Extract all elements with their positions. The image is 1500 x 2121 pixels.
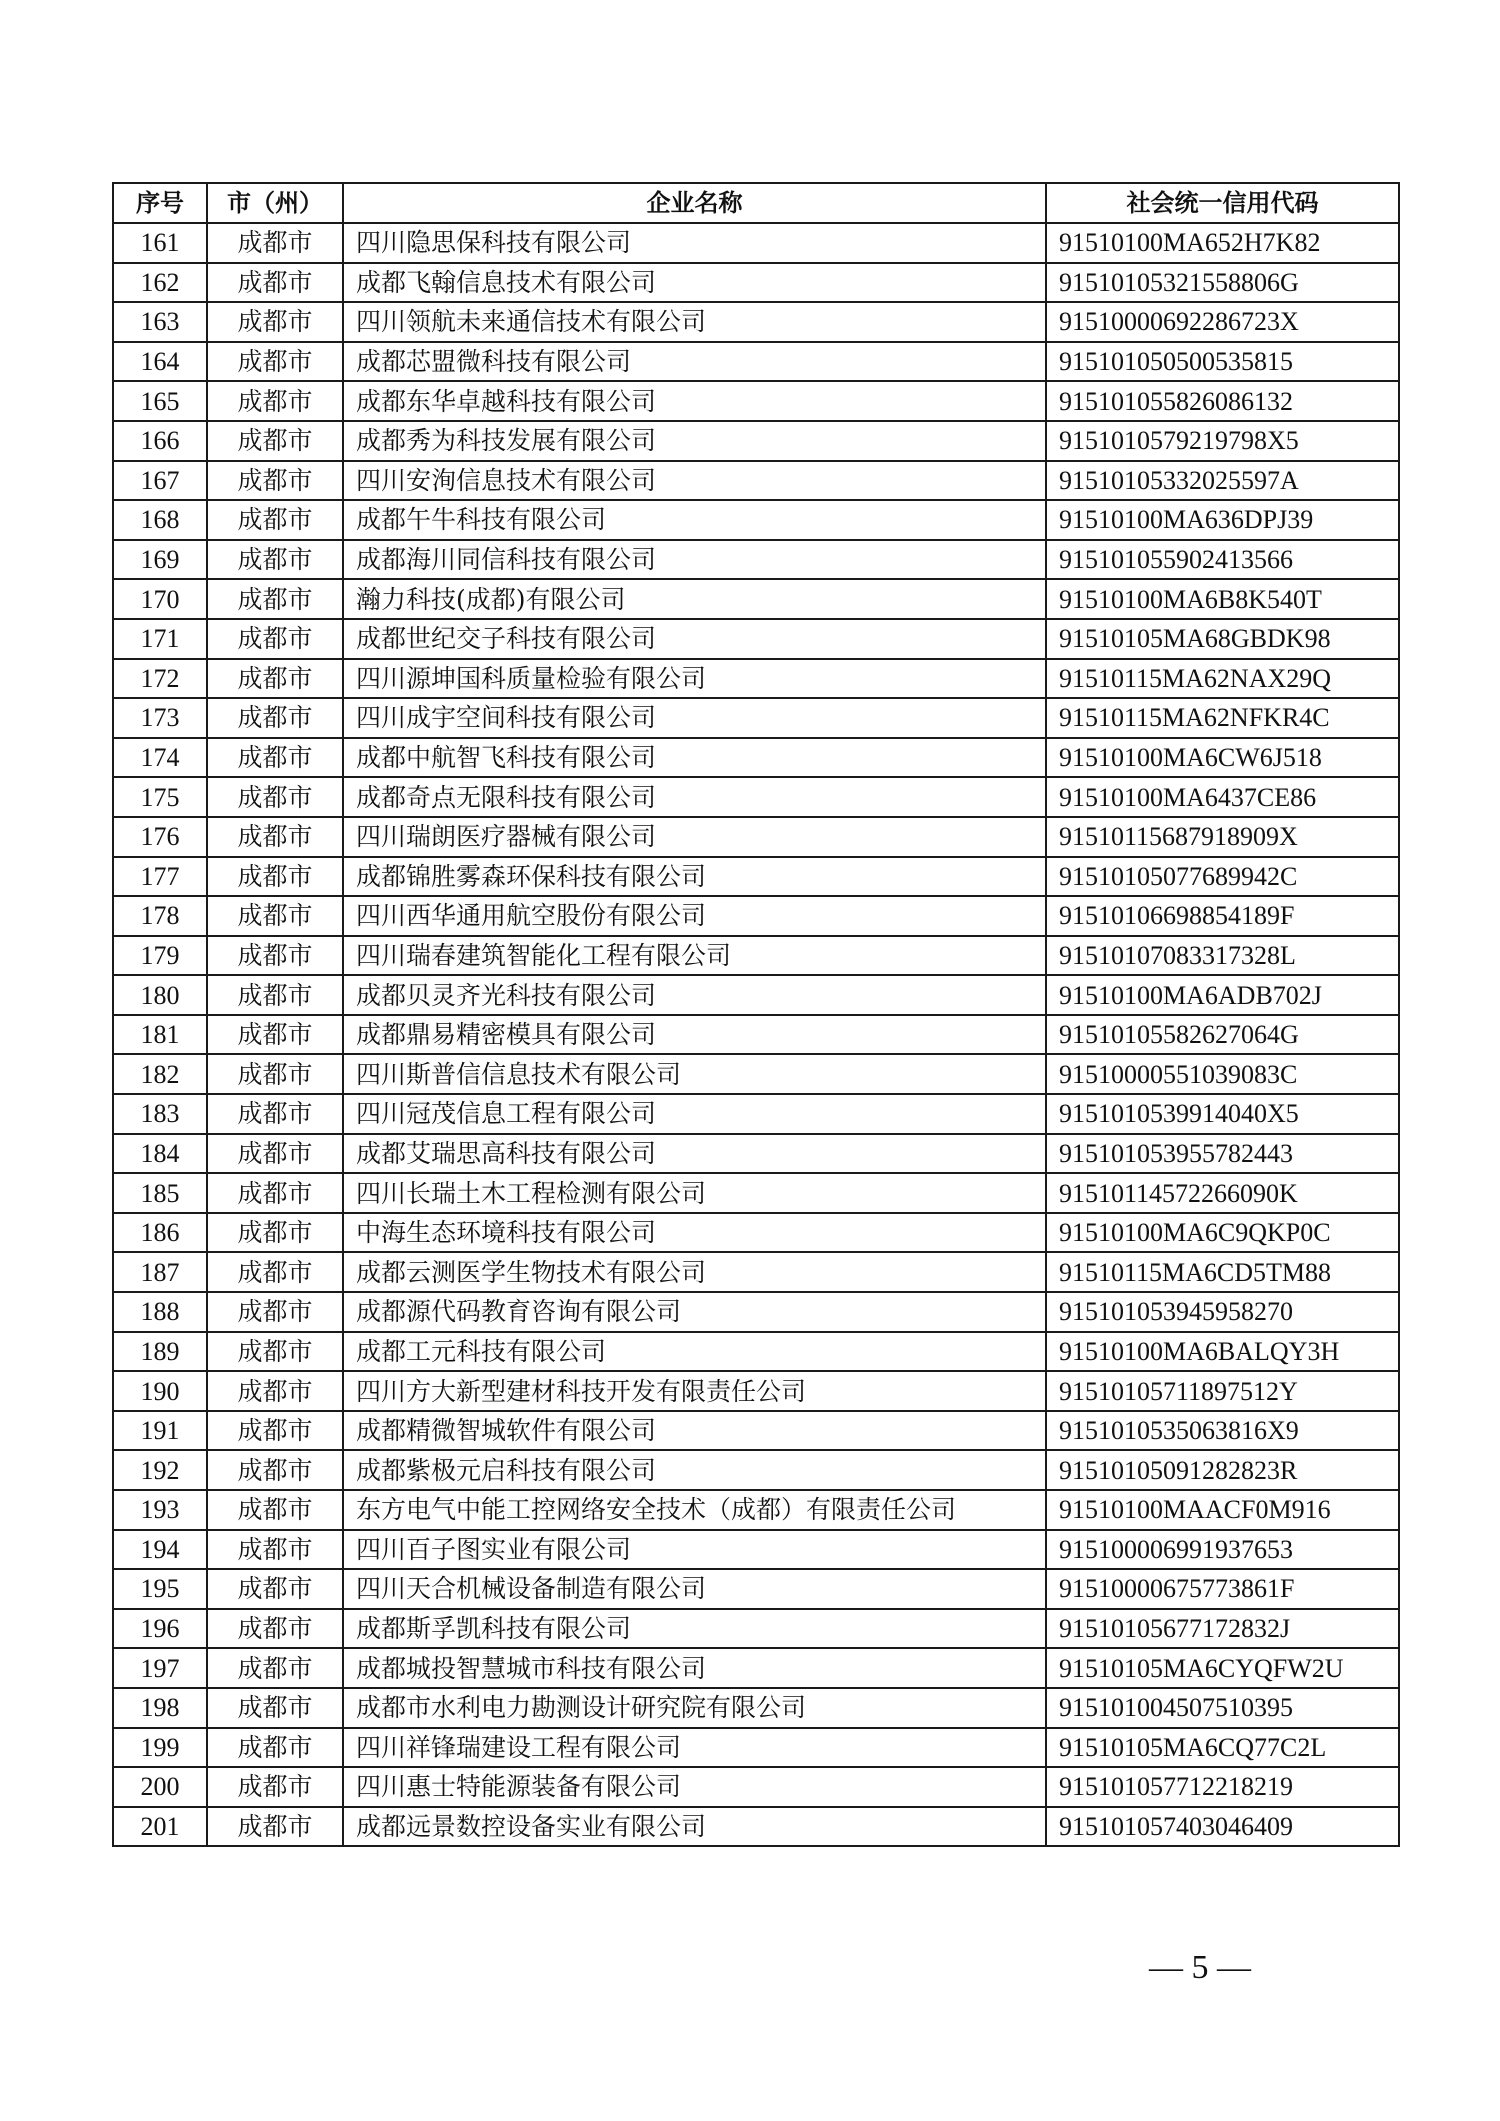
cell-credit-code: 9151010539914040X5 [1046, 1094, 1399, 1134]
cell-city: 成都市 [207, 1411, 343, 1451]
cell-city: 成都市 [207, 698, 343, 738]
cell-serial-number: 164 [113, 342, 207, 382]
cell-credit-code: 91510100MA6BALQY3H [1046, 1332, 1399, 1372]
cell-serial-number: 171 [113, 619, 207, 659]
cell-credit-code: 91510100MA636DPJ39 [1046, 500, 1399, 540]
cell-company-name: 四川西华通用航空股份有限公司 [343, 896, 1046, 936]
table-row [113, 698, 1399, 738]
cell-company-name: 四川长瑞土木工程检测有限公司 [343, 1173, 1046, 1213]
cell-credit-code: 91510100MA6CW6J518 [1046, 738, 1399, 778]
cell-city: 成都市 [207, 1252, 343, 1292]
page-number: — 5 — [1149, 1949, 1251, 1986]
cell-company-name: 成都奇点无限科技有限公司 [343, 777, 1046, 817]
cell-company-name: 四川方大新型建材科技开发有限责任公司 [343, 1371, 1046, 1411]
cell-credit-code: 91510114572266090K [1046, 1173, 1399, 1213]
cell-serial-number: 188 [113, 1292, 207, 1332]
cell-city: 成都市 [207, 579, 343, 619]
cell-credit-code: 915100006991937653 [1046, 1530, 1399, 1570]
cell-credit-code: 915101004507510395 [1046, 1688, 1399, 1728]
cell-company-name: 四川天合机械设备制造有限公司 [343, 1569, 1046, 1609]
cell-company-name: 成都斯孚凯科技有限公司 [343, 1609, 1046, 1649]
cell-serial-number: 199 [113, 1728, 207, 1768]
cell-city: 成都市 [207, 975, 343, 1015]
cell-serial-number: 181 [113, 1015, 207, 1055]
table-row [113, 381, 1399, 421]
cell-credit-code: 91510105711897512Y [1046, 1371, 1399, 1411]
cell-city: 成都市 [207, 263, 343, 303]
cell-serial-number: 182 [113, 1054, 207, 1094]
table-row [113, 1411, 1399, 1451]
cell-company-name: 成都中航智飞科技有限公司 [343, 738, 1046, 778]
cell-city: 成都市 [207, 1094, 343, 1134]
cell-credit-code: 9151011568791890​9X [1046, 817, 1399, 857]
cell-company-name: 成都鼎易精密模具有限公司 [343, 1015, 1046, 1055]
cell-company-name: 中海生态环境科技有限公司 [343, 1213, 1046, 1253]
cell-company-name: 成都午牛科技有限公司 [343, 500, 1046, 540]
cell-credit-code: 91510105091282823R [1046, 1450, 1399, 1490]
table-row [113, 1807, 1399, 1847]
cell-company-name: 成都云测医学生物技术有限公司 [343, 1252, 1046, 1292]
cell-city: 成都市 [207, 1648, 343, 1688]
cell-credit-code: 915101057712218219 [1046, 1767, 1399, 1807]
cell-company-name: 成都艾瑞思高科技有限公司 [343, 1134, 1046, 1174]
cell-serial-number: 162 [113, 263, 207, 303]
cell-serial-number: 176 [113, 817, 207, 857]
table-row [113, 1609, 1399, 1649]
cell-company-name: 东方电气中能工控网络安全技术（成都）有限责任公司 [343, 1490, 1046, 1530]
table-row [113, 936, 1399, 976]
cell-serial-number: 194 [113, 1530, 207, 1570]
table-row [113, 975, 1399, 1015]
cell-credit-code: 91510105MA68GBDK98 [1046, 619, 1399, 659]
cell-company-name: 成都海川同信科技有限公司 [343, 540, 1046, 580]
cell-city: 成都市 [207, 1371, 343, 1411]
cell-city: 成都市 [207, 1767, 343, 1807]
cell-company-name: 成都飞翰信息技术有限公司 [343, 263, 1046, 303]
cell-credit-code: 91510000675773861F [1046, 1569, 1399, 1609]
cell-company-name: 四川祥锋瑞建设工程有限公司 [343, 1728, 1046, 1768]
cell-city: 成都市 [207, 936, 343, 976]
cell-serial-number: 196 [113, 1609, 207, 1649]
cell-company-name: 成都精微智城软件有限公司 [343, 1411, 1046, 1451]
cell-credit-code: 91510115MA62NAX29Q [1046, 659, 1399, 699]
cell-city: 成都市 [207, 738, 343, 778]
table-row [113, 817, 1399, 857]
cell-company-name: 成都世纪交子科技有限公司 [343, 619, 1046, 659]
cell-serial-number: 198 [113, 1688, 207, 1728]
cell-credit-code: 91510105332025597A [1046, 461, 1399, 501]
cell-serial-number: 197 [113, 1648, 207, 1688]
cell-city: 成都市 [207, 1213, 343, 1253]
cell-city: 成都市 [207, 342, 343, 382]
cell-serial-number: 177 [113, 857, 207, 897]
cell-serial-number: 190 [113, 1371, 207, 1411]
cell-city: 成都市 [207, 896, 343, 936]
cell-company-name: 成都紫极元启科技有限公司 [343, 1450, 1046, 1490]
cell-credit-code: 915101057403046409 [1046, 1807, 1399, 1847]
table-row [113, 738, 1399, 778]
table-row [113, 1054, 1399, 1094]
cell-city: 成都市 [207, 1292, 343, 1332]
table-row [113, 1490, 1399, 1530]
table-row [113, 342, 1399, 382]
cell-credit-code: 915101053955782443 [1046, 1134, 1399, 1174]
cell-city: 成都市 [207, 421, 343, 461]
cell-serial-number: 169 [113, 540, 207, 580]
cell-credit-code: 91510100MA6437CE86 [1046, 777, 1399, 817]
table-row [113, 1015, 1399, 1055]
cell-credit-code: 91510100MA6B8K540T [1046, 579, 1399, 619]
header-credit-code: 社会统一信用代码 [1046, 183, 1399, 223]
table-row [113, 619, 1399, 659]
cell-city: 成都市 [207, 777, 343, 817]
cell-city: 成都市 [207, 223, 343, 263]
table-row [113, 1213, 1399, 1253]
cell-city: 成都市 [207, 817, 343, 857]
cell-company-name: 四川领航未来通信技术有限公司 [343, 302, 1046, 342]
table-row [113, 1450, 1399, 1490]
cell-credit-code: 91510100MA652H7K82 [1046, 223, 1399, 263]
cell-city: 成都市 [207, 1490, 343, 1530]
cell-serial-number: 167 [113, 461, 207, 501]
table-row [113, 1173, 1399, 1213]
cell-company-name: 成都工元科技有限公司 [343, 1332, 1046, 1372]
header-serial-number: 序号 [113, 183, 207, 223]
table-row [113, 421, 1399, 461]
cell-company-name: 成都东华卓越科技有限公司 [343, 381, 1046, 421]
table-row [113, 777, 1399, 817]
cell-company-name: 四川百子图实业有限公司 [343, 1530, 1046, 1570]
cell-credit-code: 91510000551039083C [1046, 1054, 1399, 1094]
cell-city: 成都市 [207, 1728, 343, 1768]
table-row [113, 1648, 1399, 1688]
table-row [113, 1332, 1399, 1372]
cell-company-name: 四川源坤国科质量检验有限公司 [343, 659, 1046, 699]
table-row [113, 461, 1399, 501]
cell-serial-number: 201 [113, 1807, 207, 1847]
cell-serial-number: 172 [113, 659, 207, 699]
table-row [113, 1094, 1399, 1134]
cell-serial-number: 179 [113, 936, 207, 976]
table-row [113, 1728, 1399, 1768]
cell-company-name: 成都贝灵齐光科技有限公司 [343, 975, 1046, 1015]
table-row [113, 579, 1399, 619]
cell-city: 成都市 [207, 857, 343, 897]
cell-credit-code: 91510106698854189F [1046, 896, 1399, 936]
table-row [113, 896, 1399, 936]
cell-credit-code: 91510115MA6CD5TM88 [1046, 1252, 1399, 1292]
cell-company-name: 四川斯普信信息技术有限公司 [343, 1054, 1046, 1094]
cell-company-name: 四川成宇空间科技有限公司 [343, 698, 1046, 738]
cell-serial-number: 161 [113, 223, 207, 263]
cell-company-name: 瀚力科技(成都)有限公司 [343, 579, 1046, 619]
header-city: 市（州） [207, 183, 343, 223]
cell-credit-code: 91510000692286723X [1046, 302, 1399, 342]
cell-serial-number: 165 [113, 381, 207, 421]
cell-company-name: 成都锦胜雾森环保科技有限公司 [343, 857, 1046, 897]
cell-serial-number: 173 [113, 698, 207, 738]
cell-credit-code: 91510105MA6CQ77C2L [1046, 1728, 1399, 1768]
cell-serial-number: 178 [113, 896, 207, 936]
table-row [113, 540, 1399, 580]
cell-city: 成都市 [207, 1688, 343, 1728]
cell-city: 成都市 [207, 1450, 343, 1490]
cell-credit-code: 915101053945958270 [1046, 1292, 1399, 1332]
cell-credit-code: 915101055826086132 [1046, 381, 1399, 421]
cell-city: 成都市 [207, 1015, 343, 1055]
cell-serial-number: 189 [113, 1332, 207, 1372]
cell-city: 成都市 [207, 659, 343, 699]
cell-city: 成都市 [207, 1807, 343, 1847]
cell-serial-number: 174 [113, 738, 207, 778]
table-row [113, 857, 1399, 897]
table-row [113, 223, 1399, 263]
cell-city: 成都市 [207, 461, 343, 501]
table-row [113, 1292, 1399, 1332]
cell-company-name: 成都源代码教育咨询有限公司 [343, 1292, 1046, 1332]
cell-city: 成都市 [207, 1332, 343, 1372]
cell-serial-number: 200 [113, 1767, 207, 1807]
cell-serial-number: 192 [113, 1450, 207, 1490]
cell-credit-code: 91510105677172832J [1046, 1609, 1399, 1649]
cell-credit-code: 91510100MA6ADB702J [1046, 975, 1399, 1015]
enterprise-table [112, 182, 1400, 1847]
cell-city: 成都市 [207, 1134, 343, 1174]
table-row [113, 1371, 1399, 1411]
table-row [113, 302, 1399, 342]
cell-credit-code: 9151010579219798X5 [1046, 421, 1399, 461]
table-header-row [113, 183, 1399, 223]
table-row [113, 500, 1399, 540]
table-row [113, 1688, 1399, 1728]
cell-credit-code: 91510107083317328L [1046, 936, 1399, 976]
cell-serial-number: 183 [113, 1094, 207, 1134]
cell-company-name: 四川隐思保科技有限公司 [343, 223, 1046, 263]
cell-serial-number: 166 [113, 421, 207, 461]
table-row [113, 1134, 1399, 1174]
header-company-name: 企业名称 [343, 183, 1046, 223]
cell-company-name: 成都城投智慧城市科技有限公司 [343, 1648, 1046, 1688]
cell-city: 成都市 [207, 619, 343, 659]
cell-serial-number: 185 [113, 1173, 207, 1213]
cell-city: 成都市 [207, 1609, 343, 1649]
cell-city: 成都市 [207, 381, 343, 421]
cell-city: 成都市 [207, 540, 343, 580]
cell-serial-number: 191 [113, 1411, 207, 1451]
cell-serial-number: 186 [113, 1213, 207, 1253]
table-row [113, 659, 1399, 699]
cell-city: 成都市 [207, 1530, 343, 1570]
cell-company-name: 成都市水利电力勘测设计研究院有限公司 [343, 1688, 1046, 1728]
cell-city: 成都市 [207, 1569, 343, 1609]
cell-serial-number: 195 [113, 1569, 207, 1609]
cell-credit-code: 915101050500535815 [1046, 342, 1399, 382]
table-row [113, 1767, 1399, 1807]
cell-company-name: 四川冠茂信息工程有限公司 [343, 1094, 1046, 1134]
cell-serial-number: 175 [113, 777, 207, 817]
cell-credit-code: 91510100MAACF0M916 [1046, 1490, 1399, 1530]
cell-credit-code: 91510100MA6C9QKP0C [1046, 1213, 1399, 1253]
table-row [113, 1569, 1399, 1609]
cell-city: 成都市 [207, 302, 343, 342]
cell-credit-code: 91510105077689942C [1046, 857, 1399, 897]
cell-serial-number: 163 [113, 302, 207, 342]
cell-company-name: 四川惠士特能源装备有限公司 [343, 1767, 1046, 1807]
cell-credit-code: 91510105MA6CYQFW2U [1046, 1648, 1399, 1688]
table-body [113, 223, 1399, 1846]
cell-credit-code: 91510105582627064G [1046, 1015, 1399, 1055]
cell-credit-code: 91510105321558806G [1046, 263, 1399, 303]
cell-credit-code: 9151010535063816X9 [1046, 1411, 1399, 1451]
cell-serial-number: 180 [113, 975, 207, 1015]
cell-serial-number: 168 [113, 500, 207, 540]
cell-company-name: 四川安洵信息技术有限公司 [343, 461, 1046, 501]
cell-company-name: 成都秀为科技发展有限公司 [343, 421, 1046, 461]
table-row [113, 263, 1399, 303]
cell-city: 成都市 [207, 1173, 343, 1213]
table-row [113, 1530, 1399, 1570]
cell-company-name: 四川瑞朗医疗器械有限公司 [343, 817, 1046, 857]
cell-serial-number: 187 [113, 1252, 207, 1292]
cell-company-name: 四川瑞春建筑智能化工程有限公司 [343, 936, 1046, 976]
cell-city: 成都市 [207, 500, 343, 540]
cell-company-name: 成都远景数控设备实业有限公司 [343, 1807, 1046, 1847]
cell-credit-code: 915101055902413566 [1046, 540, 1399, 580]
cell-serial-number: 170 [113, 579, 207, 619]
cell-credit-code: 91510115MA62NFKR4C [1046, 698, 1399, 738]
cell-serial-number: 184 [113, 1134, 207, 1174]
table-row [113, 1252, 1399, 1292]
cell-city: 成都市 [207, 1054, 343, 1094]
cell-company-name: 成都芯盟微科技有限公司 [343, 342, 1046, 382]
cell-serial-number: 193 [113, 1490, 207, 1530]
